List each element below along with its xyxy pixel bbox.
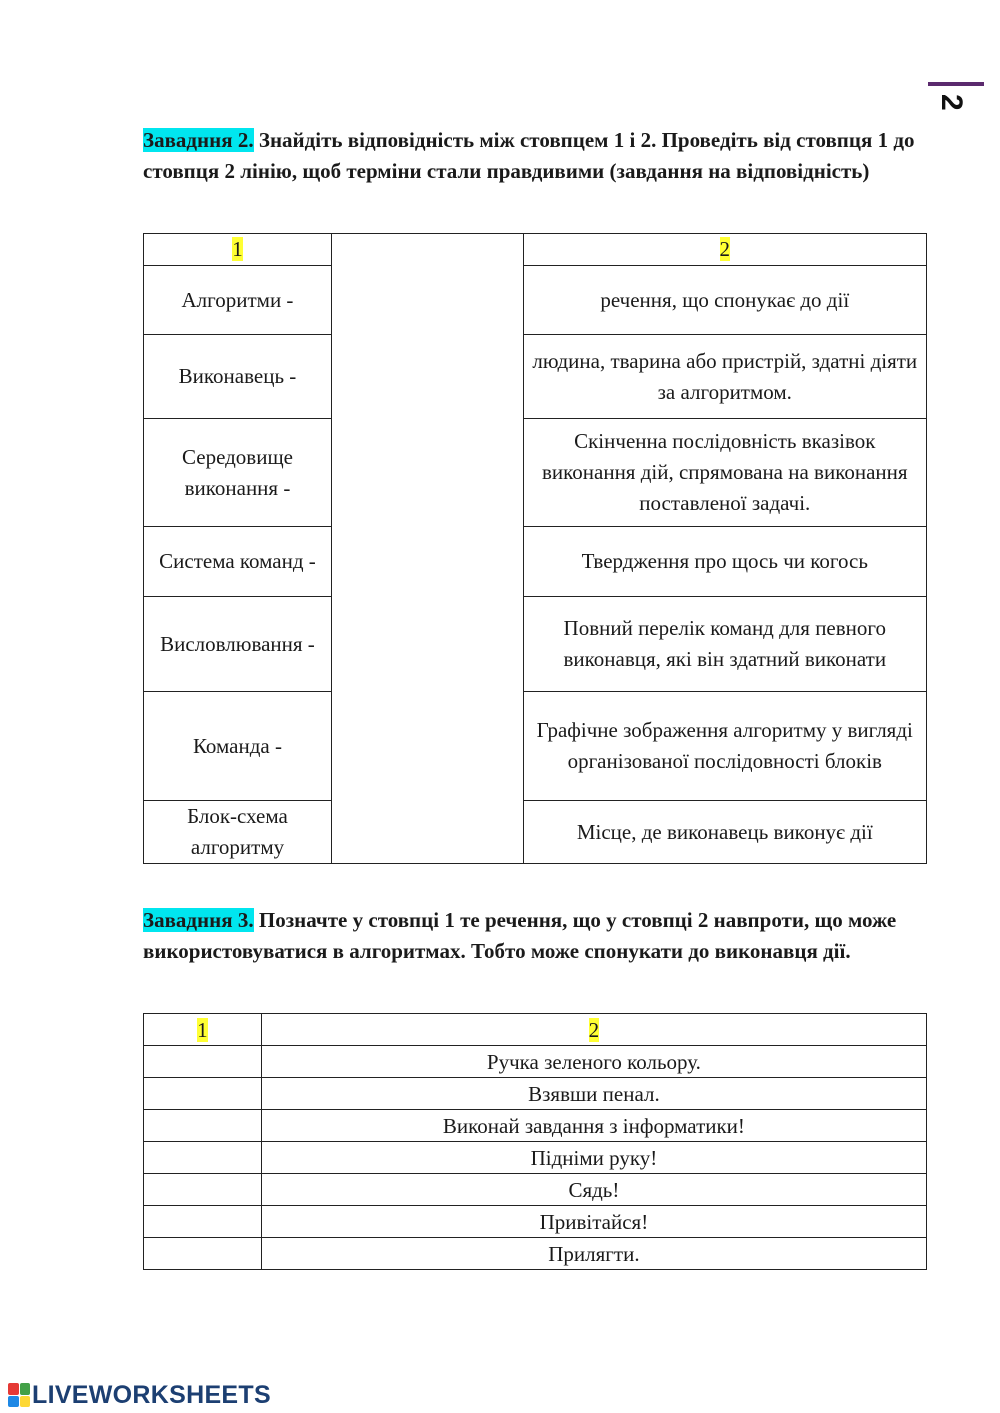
answer-cell[interactable] [144, 1046, 262, 1078]
table-row [144, 692, 927, 801]
task2-matching-table [143, 233, 927, 864]
sentence-cell: Підніми руку! [261, 1142, 926, 1174]
answer-cell[interactable] [144, 1142, 262, 1174]
term-cell[interactable]: Команда - [144, 692, 332, 801]
definition-cell[interactable]: Місце, де виконавець виконує дії [523, 801, 926, 864]
col1-header: 1 [144, 234, 332, 266]
footer-brand[interactable] [8, 1380, 271, 1410]
table-row [144, 1142, 927, 1174]
answer-cell[interactable] [144, 1110, 262, 1142]
definition-cell[interactable]: Графічне зображення алгоритму у вигляді організованої послідовності блоків [523, 692, 926, 801]
sentence-cell: Прилягти. [261, 1238, 926, 1270]
term-cell[interactable]: Система команд - [144, 527, 332, 597]
sentence-cell: Сядь! [261, 1174, 926, 1206]
term-cell[interactable]: Виконавець - [144, 335, 332, 419]
table-row [144, 1206, 927, 1238]
answer-cell[interactable] [144, 1174, 262, 1206]
page-number-bar [928, 82, 984, 86]
table-row [144, 1110, 927, 1142]
term-cell[interactable]: Середовище виконання - [144, 419, 332, 527]
page-number: 2 [935, 94, 968, 111]
table-row [144, 597, 927, 692]
table-row [144, 335, 927, 419]
col2-header: 2 [261, 1014, 926, 1046]
table-header-row [144, 234, 927, 266]
table-row [144, 801, 927, 864]
sentence-cell: Взявши пенал. [261, 1078, 926, 1110]
sentence-cell: Виконай завдання з інформатики! [261, 1110, 926, 1142]
table-row [144, 1046, 927, 1078]
task2-heading [143, 125, 933, 187]
sentence-cell: Ручка зеленого кольору. [261, 1046, 926, 1078]
col2-header: 2 [523, 234, 926, 266]
term-cell[interactable]: Висловлювання - [144, 597, 332, 692]
task3-text: Позначте у стовпці 1 те речення, що у стовпці 2 навпроти, що може використовуватися в алгоритмах. Тобто може спонукати до виконавця дії. [143, 908, 897, 963]
definition-cell[interactable]: Повний перелік команд для певного виконавця, які він здатний виконати [523, 597, 926, 692]
definition-cell[interactable]: Скінченна послідовність вказівок виконання дій, спрямована на виконання поставленої задачі. [523, 419, 926, 527]
liveworksheets-logo-icon [8, 1383, 30, 1407]
table-row [144, 419, 927, 527]
table-row [144, 527, 927, 597]
task3-heading [143, 905, 933, 967]
table-header-row [144, 1014, 927, 1046]
answer-cell[interactable] [144, 1078, 262, 1110]
answer-cell[interactable] [144, 1238, 262, 1270]
table-row [144, 1174, 927, 1206]
task2-text: Знайдіть відповідність між стовпцем 1 і 2. Проведіть від стовпця 1 до стовпця 2 лінію, щоб терміни стали правдивими (завдання на відповідність) [143, 128, 915, 183]
table-row [144, 266, 927, 335]
answer-cell[interactable] [144, 1206, 262, 1238]
sentence-cell: Привітайся! [261, 1206, 926, 1238]
definition-cell[interactable]: речення, що спонукає до дії [523, 266, 926, 335]
definition-cell[interactable]: людина, тварина або пристрій, здатні діяти за алгоритмом. [523, 335, 926, 419]
brand-name: LIVEWORKSHEETS [32, 1380, 271, 1409]
task3-label: Завадння 3. [143, 908, 254, 932]
term-cell[interactable]: Алгоритми - [144, 266, 332, 335]
col1-header: 1 [144, 1014, 262, 1046]
matching-gap-column[interactable] [331, 234, 523, 864]
task3-table [143, 1013, 927, 1270]
definition-cell[interactable]: Твердження про щось чи когось [523, 527, 926, 597]
table-row [144, 1238, 927, 1270]
task2-label: Завадння 2. [143, 128, 254, 152]
term-cell[interactable]: Блок-схема алгоритму [144, 801, 332, 864]
table-row [144, 1078, 927, 1110]
